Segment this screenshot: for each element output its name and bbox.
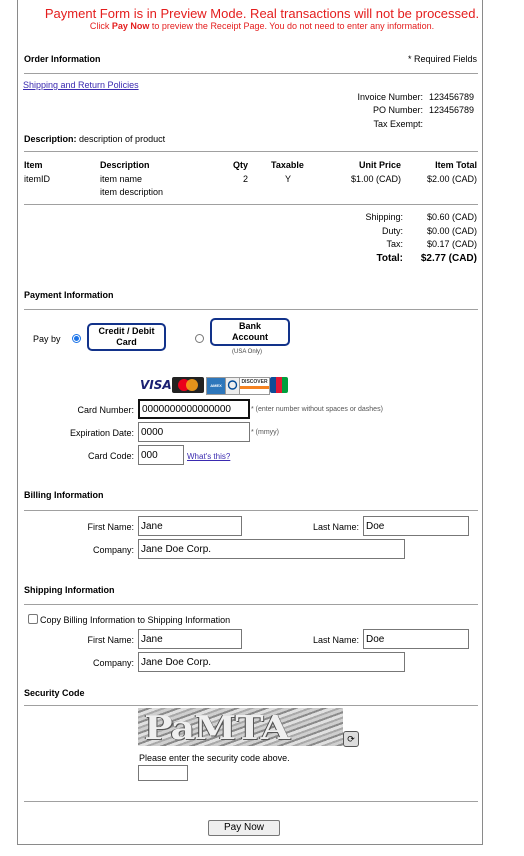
divider [24,73,478,74]
expiration-date-input[interactable] [138,422,250,442]
pay-now-button[interactable]: Pay Now [208,820,280,836]
invoice-number-value: 123456789 [429,92,475,102]
payment-information-heading: Payment Information [24,290,114,300]
shipping-return-policies-link[interactable]: Shipping and Return Policies [23,80,139,90]
divider [24,705,478,706]
column-taxable: Taxable [271,160,304,170]
row-item-total: $2.00 (CAD) [426,174,477,184]
divider [24,204,478,205]
shipping-information-heading: Shipping Information [24,585,115,595]
divider [24,604,478,605]
row-item-description: item description [100,187,164,197]
visa-logo: VISA [140,378,172,392]
billing-company-input[interactable] [138,539,405,559]
expiration-date-hint: * (mmyy) [251,429,279,436]
invoice-number-label: Invoice Number: [357,92,423,102]
po-number-label: PO Number: [372,105,423,115]
shipping-company-input[interactable] [138,652,405,672]
row-unit-price: $1.00 (CAD) [350,174,401,184]
duty-value: $0.00 (CAD) [426,226,477,236]
shipping-first-name-input[interactable] [138,629,242,649]
preview-mode-subtitle: Click Pay Now to preview the Receipt Page. You do not need to enter any information. [89,21,435,31]
tax-exempt-label: Tax Exempt: [373,119,423,129]
diners-club-icon [226,378,239,392]
expiration-date-label: Expiration Date: [69,428,134,438]
card-number-label: Card Number: [77,405,134,415]
card-code-label: Card Code: [87,451,134,461]
row-item-id: itemID [24,174,51,184]
divider [24,309,478,310]
billing-company-label: Company: [92,545,134,555]
shipping-company-label: Company: [92,658,134,668]
required-fields-note: * Required Fields [407,54,477,64]
order-information-heading: Order Information [24,54,101,64]
billing-last-name-input[interactable] [363,516,469,536]
captcha-refresh-icon[interactable]: ⟳ [343,731,359,747]
mastercard-icon [172,377,204,393]
bank-usa-only-note: (USA Only) [232,349,263,355]
shipping-first-name-label: First Name: [87,635,134,645]
billing-first-name-label: First Name: [87,522,134,532]
mastercard-logo [172,377,204,393]
card-code-input[interactable] [138,445,184,465]
pay-by-label: Pay by [33,334,61,344]
shipping-value: $0.60 (CAD) [426,212,477,222]
row-taxable: Y [285,174,292,184]
discover-logo: DISCOVER [239,377,270,395]
security-code-instruction: Please enter the security code above. [139,753,290,763]
card-number-input[interactable] [138,399,250,419]
column-item: Item [24,160,43,170]
total-label: Total: [376,253,403,264]
divider [24,801,478,802]
column-qty: Qty [233,160,249,170]
security-code-input[interactable] [138,765,188,781]
card-number-hint: * (enter number without spaces or dashes) [251,406,383,413]
divider [24,510,478,511]
billing-last-name-label: Last Name: [312,522,359,532]
captcha-image: PaMTA [138,708,343,746]
security-code-heading: Security Code [24,688,85,698]
whats-this-link[interactable]: What's this? [187,452,231,461]
column-description: Description [100,160,150,170]
amex-logo: AMEX [206,377,226,395]
column-item-total: Item Total [435,160,477,170]
row-item-name: item name [100,174,143,184]
copy-billing-label: Copy Billing Information to Shipping Information [40,615,231,625]
bank-account-button[interactable]: Bank Account [210,318,290,346]
tax-value: $0.17 (CAD) [426,239,477,249]
pay-by-card-radio[interactable] [72,334,81,343]
shipping-last-name-input[interactable] [363,629,469,649]
duty-label: Duty: [381,226,403,236]
shipping-last-name-label: Last Name: [312,635,359,645]
billing-first-name-input[interactable] [138,516,242,536]
jcb-logo [270,377,288,393]
description-row: Description: description of product [24,134,166,144]
copy-billing-checkbox[interactable] [28,614,38,624]
total-value: $2.77 (CAD) [420,253,477,264]
divider [24,151,478,152]
po-number-value: 123456789 [429,105,475,115]
tax-label: Tax: [386,239,403,249]
preview-mode-title: Payment Form is in Preview Mode. Real transactions will not be processed. [44,6,480,21]
column-unit-price: Unit Price [358,160,401,170]
row-qty: 2 [243,174,249,184]
shipping-label: Shipping: [365,212,403,222]
pay-by-bank-radio[interactable] [195,334,204,343]
billing-information-heading: Billing Information [24,490,104,500]
credit-debit-card-button[interactable]: Credit / Debit Card [87,323,166,351]
diners-club-logo [225,377,240,395]
